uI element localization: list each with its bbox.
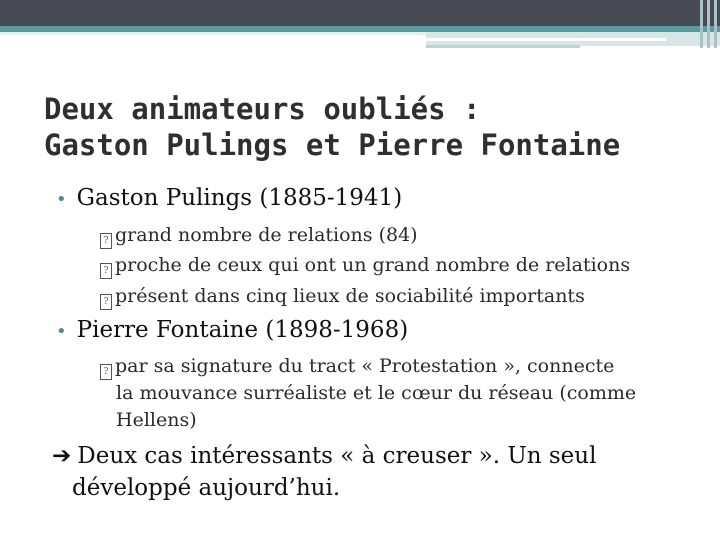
missing-glyph-icon: ? [100, 294, 112, 310]
decor-band-highlight [426, 38, 666, 41]
decor-band-left [0, 32, 426, 35]
missing-glyph-icon: ? [100, 263, 112, 279]
subitem [100, 353, 690, 434]
conclusion-line-2: développé aujourd’hui. [72, 475, 341, 501]
bullet-dot-icon: • [56, 321, 67, 342]
title-line-2: Gaston Pulings et Pierre Fontaine [44, 128, 621, 162]
arrow-right-icon: ➔ [52, 443, 72, 469]
subitem [100, 283, 585, 310]
missing-glyph-icon: ? [100, 364, 112, 380]
subitem-text: grand nombre de relations (84) [115, 224, 418, 246]
decor-pillars [698, 0, 720, 48]
subitem-text: par sa signature du tract « Protestation », connecte [115, 355, 615, 377]
bullet-gaston [56, 184, 402, 214]
decor-band-under [426, 45, 580, 48]
subitem-text: la mouvance surréaliste et le cœur du réseau (comme [116, 382, 637, 404]
subitem-text: Hellens) [116, 409, 197, 431]
title-line-1: Deux animateurs oubliés : [44, 92, 481, 126]
bullet-dot-icon: • [56, 189, 67, 210]
subitem-text: proche de ceux qui ont un grand nombre de relations [115, 254, 631, 276]
bullet-text: Pierre Fontaine (1898-1968) [76, 317, 409, 343]
slide-title [44, 91, 694, 163]
subitem [100, 222, 418, 249]
conclusion-line-1: Deux cas intéressants « à creuser ». Un seul [77, 443, 597, 469]
bullet-text: Gaston Pulings (1885-1941) [76, 185, 403, 211]
top-bar [0, 0, 720, 26]
missing-glyph-icon: ? [100, 233, 112, 249]
conclusion [52, 440, 672, 504]
bullet-pierre [56, 316, 408, 346]
subitem [100, 252, 630, 279]
subitem-text: présent dans cinq lieux de sociabilité importants [115, 285, 585, 307]
